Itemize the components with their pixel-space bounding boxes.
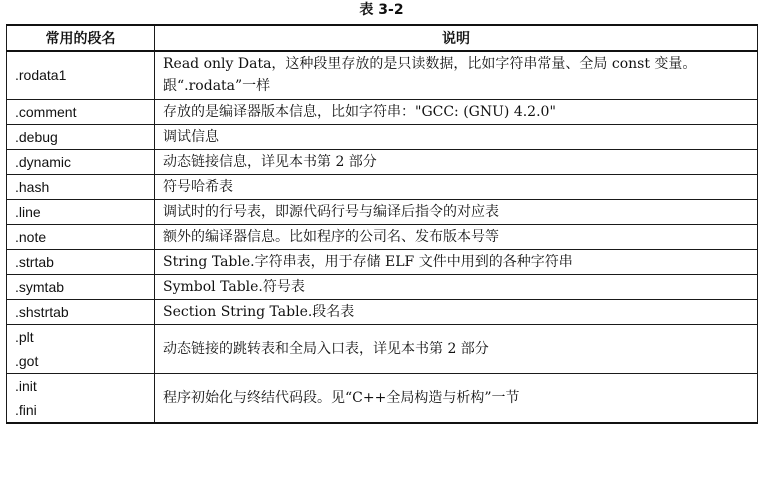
table-row xyxy=(7,124,758,149)
description-cell: 调试时的行号表，即源代码行号与编译后指令的对应表 xyxy=(155,199,758,224)
description-cell: 动态链接信息，详见本书第 2 部分 xyxy=(155,149,758,174)
description-cell: 程序初始化与终结代码段。见“C++全局构造与析构”一节 xyxy=(155,373,758,423)
table-row xyxy=(7,99,758,124)
table-row xyxy=(7,324,758,373)
table-row xyxy=(7,51,758,99)
section-name: .rodata1 xyxy=(15,67,67,84)
description-cell: 符号哈希表 xyxy=(155,174,758,199)
section-name-cell xyxy=(7,249,155,274)
table-row xyxy=(7,274,758,299)
section-name-cell xyxy=(7,99,155,124)
section-name-cell xyxy=(7,199,155,224)
description-cell: Symbol Table.符号表 xyxy=(155,274,758,299)
section-name-cell xyxy=(7,224,155,249)
section-name-cell xyxy=(7,373,155,423)
section-name-cell xyxy=(7,274,155,299)
section-name-cell xyxy=(7,51,155,99)
description-cell: 动态链接的跳转表和全局入口表，详见本书第 2 部分 xyxy=(155,324,758,373)
table-caption: 表 3-2 xyxy=(359,2,404,18)
section-name-cell xyxy=(7,149,155,174)
section-name: .fini xyxy=(15,401,37,418)
table-row xyxy=(7,299,758,324)
table-header-row xyxy=(7,25,758,51)
section-name: .shstrtab xyxy=(15,303,69,320)
section-name: .got xyxy=(15,352,39,369)
table-row xyxy=(7,224,758,249)
table-row xyxy=(7,373,758,423)
section-name-cell xyxy=(7,299,155,324)
table-row xyxy=(7,174,758,199)
section-name: .strtab xyxy=(15,253,54,270)
description-cell: 额外的编译器信息。比如程序的公司名、发布版本号等 xyxy=(155,224,758,249)
table-row xyxy=(7,199,758,224)
section-name: .dynamic xyxy=(15,153,72,170)
description-cell: String Table.字符串表，用于存储 ELF 文件中用到的各种字符串 xyxy=(155,249,758,274)
section-name: .note xyxy=(15,228,47,245)
section-name-cell xyxy=(7,174,155,199)
table-row xyxy=(7,149,758,174)
section-name: .init xyxy=(15,377,37,394)
section-name: .line xyxy=(15,203,41,220)
description-cell: Read only Data，这种段里存放的是只读数据，比如字符串常量、全局 const 变量。跟“.rodata”一样 xyxy=(155,51,758,99)
section-name-cell xyxy=(7,324,155,373)
section-name: .symtab xyxy=(15,278,65,295)
section-name-cell xyxy=(7,124,155,149)
section-table xyxy=(6,24,758,424)
description-cell: Section String Table.段名表 xyxy=(155,299,758,324)
section-name: .hash xyxy=(15,178,50,195)
section-name: .comment xyxy=(15,103,77,120)
description-cell: 存放的是编译器版本信息，比如字符串："GCC: (GNU) 4.2.0" xyxy=(155,99,758,124)
section-name: .plt xyxy=(15,328,34,345)
column-header-section-name: 常用的段名 xyxy=(7,25,155,51)
column-header-description: 说明 xyxy=(155,25,758,51)
description-cell: 调试信息 xyxy=(155,124,758,149)
table-row xyxy=(7,249,758,274)
section-name: .debug xyxy=(15,128,58,145)
